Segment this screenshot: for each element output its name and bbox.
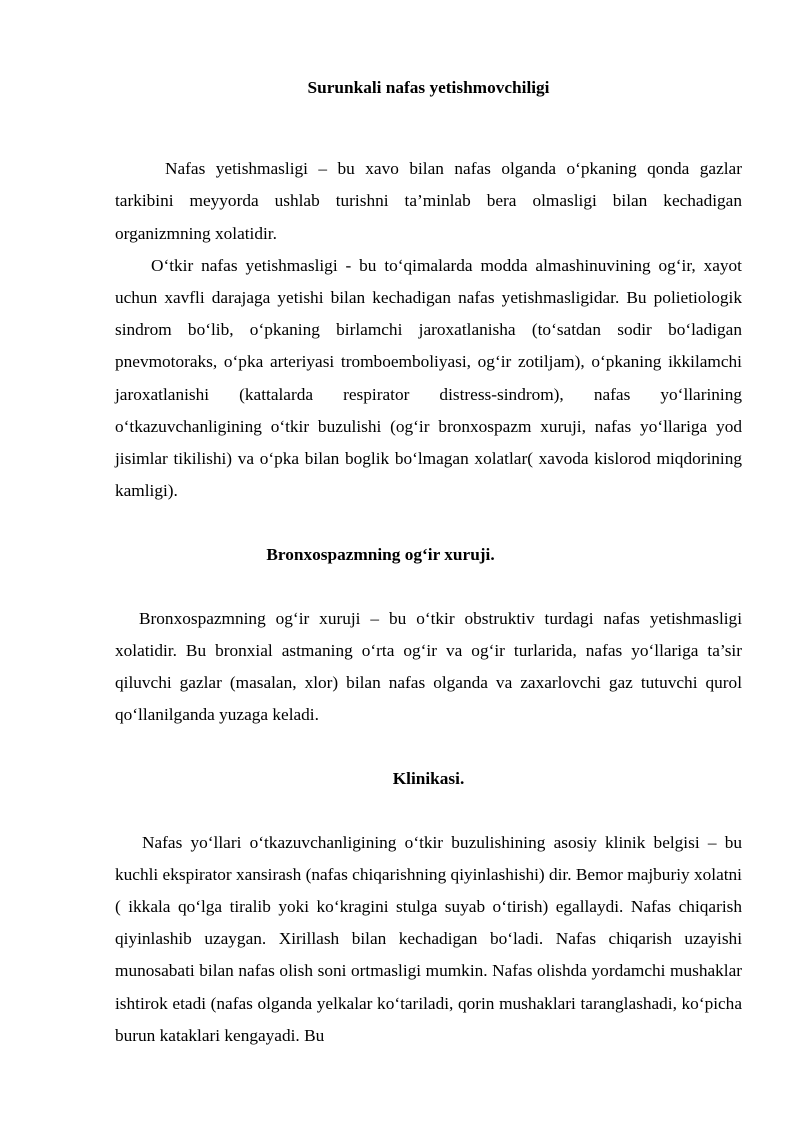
paragraph-definition: Nafas yetishmasligi – bu xavo bilan nafas olganda o‘pkaning qonda gazlar tarkibini meyyorda ushlab turishni ta’minlab bera olmasligi bilan kechadigan organizmning xolatidir. <box>115 159 742 243</box>
paragraph-acute-respiratory-failure: O‘tkir nafas yetishmasligi - bu to‘qimalarda modda almashinuvining og‘ir, xayot uchun xavfli darajaga yetishi bilan kechadigan nafas yetishmasligidar. Bu polietiologik sindrom bo‘lib, o‘pkaning birlamchi jaroxatlanisha (to‘satdan sodir bo‘ladigan pnevmotoraks, o‘pka arteriyasi tromboemboliyasi, og‘ir zotiljam), o‘pkaning ikkilamchi jaroxatlanishi (kattalarda respirator distress-sindrom), nafas yo‘llarining o‘tkazuvchanligining o‘tkir buzulishi (og‘ir bronxospazm xuruji, nafas yo‘llariga yod jisimlar tikilishi) va o‘pka bilan boglik bo‘lmagan xolatlar( xavoda kislorod miqdorining kamligi). <box>115 255 742 501</box>
paragraph-clinical-signs: Nafas yo‘llari o‘tkazuvchanligining o‘tkir buzulishining asosiy klinik belgisi – bu kuchli ekspirator xansirash (nafas chiqarishning qiyinlashishi) dir. Bemor majburiy xolatni ( ikkala qo‘lga tiralib yoki ko‘kragini stulga suyab o‘tirish) egallaydi. Nafas chiqarish qiyinlashib uzaygan. Xirillash bilan kechadigan bo‘ladi. Nafas chiqarish uzayishi munosabati bilan nafas olish soni ortmasligi mumkin. Nafas olishda yordamchi mushaklar ishtirok etadi (nafas olganda yelkalar ko‘tariladi, qorin mushaklari taranglashadi, ko‘picha burun kataklari kengayadi. Bu <box>115 832 742 1045</box>
heading-clinical-picture: Klinikasi. <box>392 769 465 789</box>
heading-chronic-respiratory-failure: Surunkali nafas yetishmovchiligi <box>307 78 550 97</box>
heading-bronchospasm-attack: Bronxospazmning og‘ir xuruji. <box>266 545 495 565</box>
document-body <box>115 72 742 1052</box>
paragraph-bronchospasm: Bronxospazmning og‘ir xuruji – bu o‘tkir obstruktiv turdagi nafas yetishmasligi xolatidir. Bu bronxial astmaning o‘rta og‘ir va og‘ir turlarida, nafas yo‘llariga ta’sir qiluvchi gazlar (masalan, xlor) bilan nafas olganda va zaxarlovchi gaz tutuvchi qurol qo‘llanilganda yuzaga keladi. <box>115 608 742 725</box>
